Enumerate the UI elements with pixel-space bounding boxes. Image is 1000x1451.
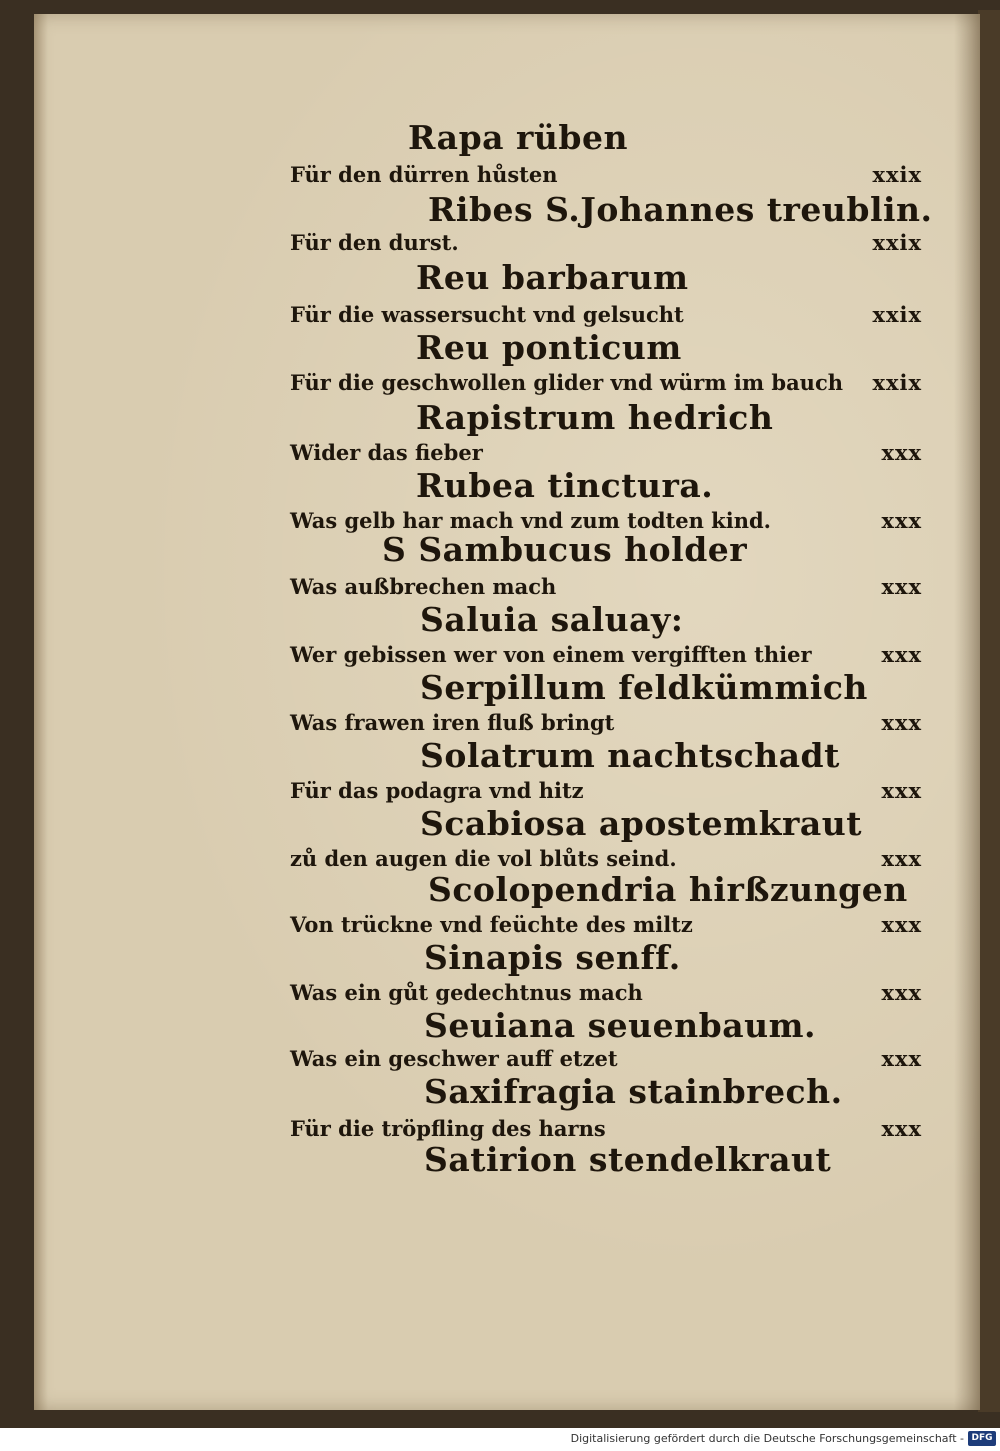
entry-text: Für die wassersucht vnd gelsucht [290, 302, 684, 327]
entry-heading: Saxifragia stainbrech. [424, 1072, 843, 1111]
entry-heading: Scabiosa apostemkraut [420, 804, 862, 843]
entry-text: Was außbrechen mach [290, 574, 557, 599]
entry-folio-number: xxix [872, 230, 922, 255]
entry-text: Was frawen iren fluß bringt [290, 710, 615, 735]
entry-folio-number: xxx [881, 710, 922, 735]
entry-folio-number: xxx [881, 980, 922, 1005]
dfg-logo: DFG [968, 1431, 996, 1446]
entry-line [290, 370, 926, 400]
entry-heading: Seuiana seuenbaum. [424, 1006, 817, 1045]
entry-text: Für das podagra vnd hitz [290, 778, 584, 803]
entry-text: zů den augen die vol blůts seind. [290, 846, 677, 871]
entry-text: Wer gebissen wer von einem vergifften thier [290, 642, 812, 667]
entry-folio-number: xxix [872, 370, 922, 395]
entry-heading: Rubea tinctura. [416, 466, 714, 505]
entry-text: Von trückne vnd feüchte des miltz [290, 912, 693, 937]
entry-folio-number: xxx [881, 574, 922, 599]
entry-text: Was ein gůt gedechtnus mach [290, 980, 643, 1005]
entry-folio-number: xxx [881, 912, 922, 937]
entry-heading: Scolopendria hirßzungen [428, 870, 908, 909]
entry-text: Für die tröpfling des harns [290, 1116, 606, 1141]
entry-heading: Reu ponticum [416, 328, 682, 367]
footer-credit: Digitalisierung gefördert durch die Deutsche Forschungsgemeinschaft - [570, 1432, 964, 1445]
entry-text: Für den durst. [290, 230, 459, 255]
entry-folio-number: xxx [881, 440, 922, 465]
entry-text: Für den dürren hůsten [290, 162, 558, 187]
entry-folio-number: xxx [881, 778, 922, 803]
entry-heading: Ribes S.Johannes treublin. [428, 190, 933, 229]
entry-text: Wider das fieber [290, 440, 483, 465]
entry-text: Was gelb har mach vnd zum todten kind. [290, 508, 771, 533]
entry-heading: Saluia saluay: [420, 600, 684, 639]
entry-folio-number: xxix [872, 302, 922, 327]
entry-heading: Rapistrum hedrich [416, 398, 774, 437]
entry-folio-number: xxx [881, 1116, 922, 1141]
final-heading: Satirion stendelkraut [424, 1140, 832, 1179]
entry-text: Was ein geschwer auff etzet [290, 1046, 618, 1071]
entry-heading: Reu barbarum [416, 258, 689, 297]
footer-bar [0, 1428, 1000, 1451]
entry-folio-number: xxx [881, 508, 922, 533]
entry-folio-number: xxx [881, 846, 922, 871]
entry-heading: Serpillum feldkümmich [420, 668, 868, 707]
entry-line [290, 162, 926, 192]
entry-line [290, 230, 926, 260]
entry-heading: Sinapis senff. [424, 938, 681, 977]
entry-heading: S Sambucus holder [382, 530, 748, 569]
entry-folio-number: xxx [881, 1046, 922, 1071]
entry-heading: Rapa rüben [408, 118, 628, 157]
entry-folio-number: xxix [872, 162, 922, 187]
entry-heading: Solatrum nachtschadt [420, 736, 840, 775]
entry-folio-number: xxx [881, 642, 922, 667]
entry-text: Für die geschwollen glider vnd würm im bauch [290, 370, 844, 395]
